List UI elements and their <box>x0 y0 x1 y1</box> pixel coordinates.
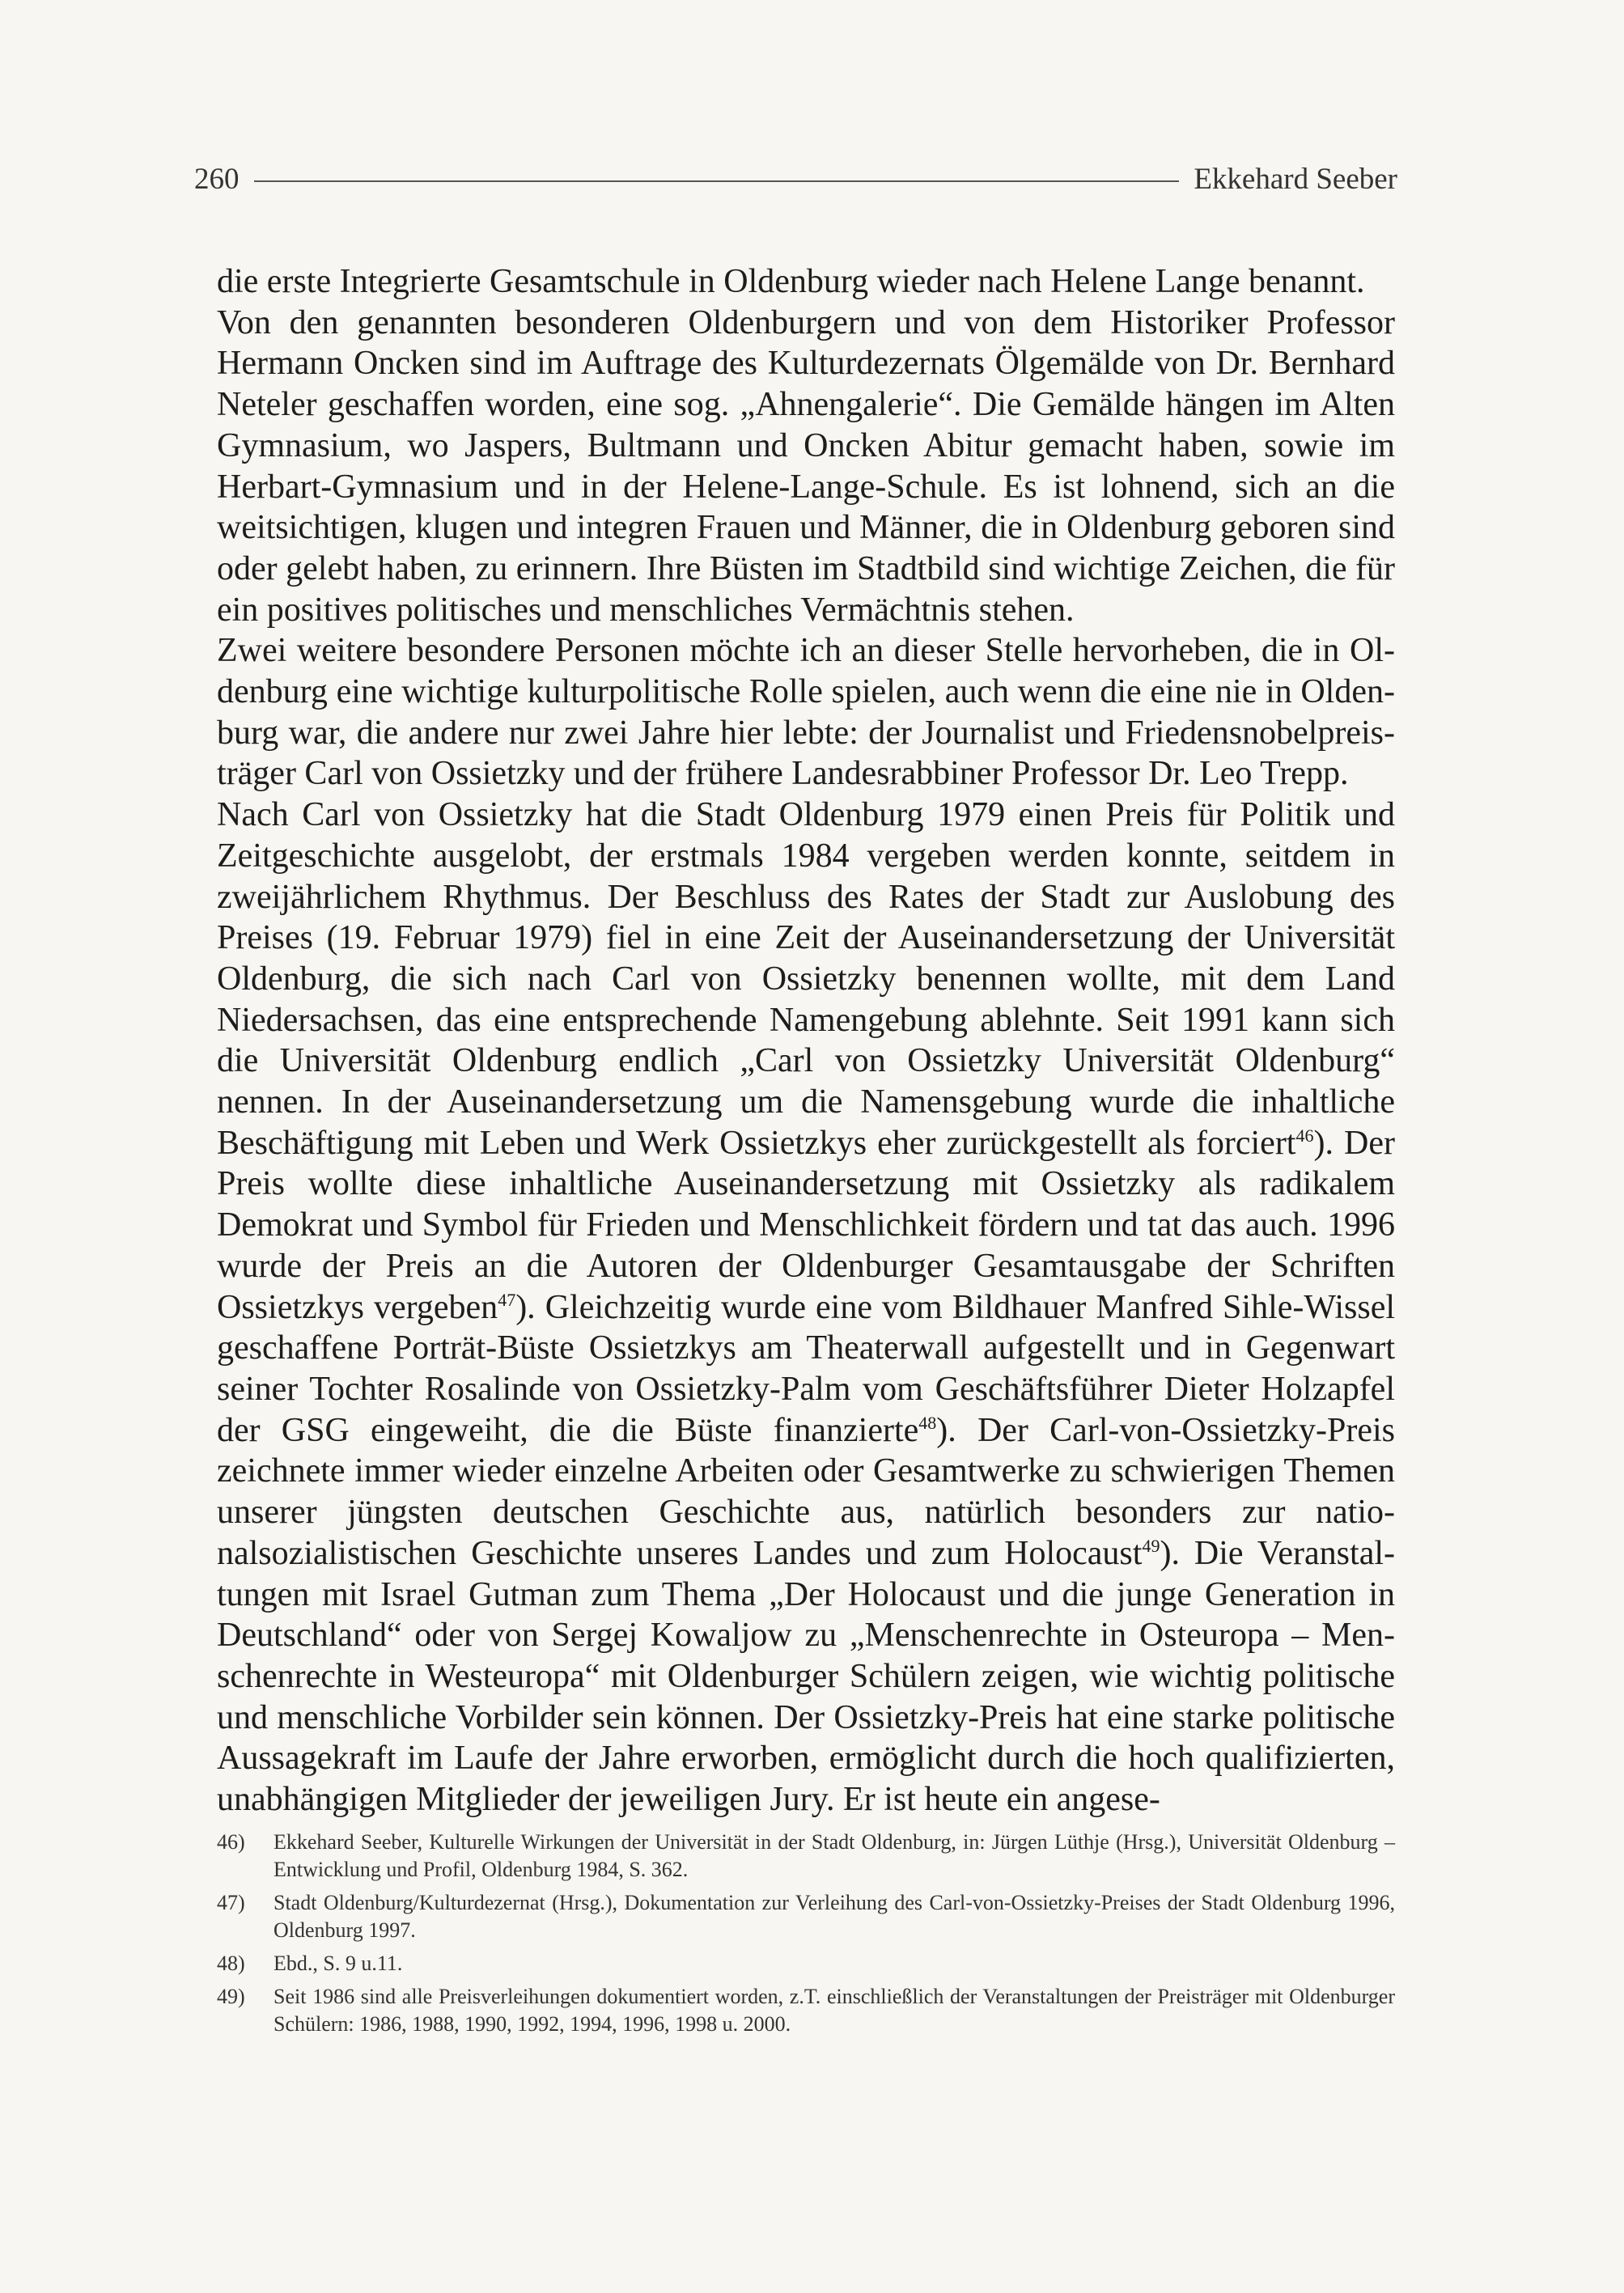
footnote-48 <box>217 1950 1395 1977</box>
footnote-46 <box>217 1829 1395 1884</box>
footnote-text: Ekkehard Seeber, Kulturelle Wirkungen der Universität in der Stadt Oldenburg, in: Jürgen Lüthje (Hrsg.), Universität Oldenburg – Entwicklung und Profil, Oldenburg 1984, S. 362. <box>273 1830 1395 1881</box>
paragraph-4-text: ). Der Carl-von-Ossietzky-Preis zeichnete immer wieder einzelne Arbeiten oder Gesamtwerke zu schwierigen Themen unserer jüngsten deutschen Geschichte aus, natürlich besonders zur nationalsozialistischen Geschichte unseres Landes und zum Holocaust <box>217 1411 1396 1572</box>
paragraph-2: Von den genannten besonderen Oldenburgern und von dem Historiker Professor Hermann Oncken sind im Auftrage des Kulturdezernats Ölgemälde von Dr. Bernhard Neteler geschaffen worden, eine sog. „Ahnengalerie“. Die Gemälde hängen im Alten Gymnasium, wo Jaspers, Bultmann und Oncken Abitur gemacht haben, sowie im Herbart-Gymnasium und in der Helene-Lange-Schule. Es ist lohnend, sich an die weitsichtigen, klugen und integren Frauen und Männer, die in Oldenburg geboren sind oder gelebt haben, zu erinnern. Ihre Büsten im Stadtbild sind wichtige Zeichen, die für ein positives politisches und menschliches Vermächtnis stehen. <box>217 303 1395 629</box>
paragraph-4-text: ). Gleichzeitig wurde eine vom Bildhauer Manfred Sihle-Wissel geschaffene Porträt-Büste Ossietzkys am Theaterwall aufgestellt und in Gegenwart seiner Tochter Rosalinde von Ossietzky-Palm vom Geschäftsführer Dieter Holzapfel der GSG eingeweiht, die die Büste finanzierte <box>217 1288 1395 1449</box>
footnote-ref-48[interactable]: 48 <box>918 1412 937 1433</box>
page-number: 260 <box>194 163 240 196</box>
footnote-number: 49) <box>217 1985 245 2008</box>
paragraph-4-text: ). Der Preis wollte diese inhaltliche Auseinandersetzung mit Ossietzky als radikalem Demokrat und Symbol für Frieden und Menschlichkeit fördern und tat das auch. 1996 wurde der Preis an die Autoren der Oldenburger Gesamtausgabe der Schriften Ossietzkys vergeben <box>217 1124 1395 1326</box>
main-text <box>217 261 1395 1820</box>
footnotes <box>217 1829 1395 2044</box>
footnote-49 <box>217 1983 1395 2038</box>
header-rule <box>254 180 1180 182</box>
footnote-ref-46[interactable]: 46 <box>1295 1125 1314 1146</box>
running-head <box>194 162 1397 197</box>
footnote-text: Seit 1986 sind alle Preisverleihungen dokumentiert worden, z.T. einschließlich der Veranstaltungen der Preisträger mit Oldenburger Schülern: 1986, 1988, 1990, 1992, 1994, 1996, 1998 u. 2000. <box>273 1985 1395 2036</box>
footnote-text: Ebd., S. 9 u.11. <box>273 1952 403 1975</box>
footnote-text: Stadt Oldenburg/Kulturdezernat (Hrsg.), Dokumentation zur Verleihung des Carl-von-Ossietzky-Preises der Stadt Oldenburg 1996, Oldenburg 1997. <box>273 1891 1395 1942</box>
footnote-ref-49[interactable]: 49 <box>1142 1535 1160 1556</box>
paragraph-1: die erste Integrierte Gesamtschule in Oldenburg wieder nach Helene Lange benannt. <box>217 263 1365 300</box>
footnote-number: 46) <box>217 1830 245 1854</box>
footnote-47 <box>217 1889 1395 1944</box>
paragraph-4-text: Nach Carl von Ossietzky hat die Stadt Oldenburg 1979 einen Preis für Politik und Zeitgeschichte ausgelobt, der erstmals 1984 vergeben werden konnte, seitdem in zweijährlichem Rhythmus. Der Beschluss des Rates der Stadt zur Auslobung des Preises (19. Februar 1979) fiel in eine Zeit der Auseinandersetzung der Universität Oldenburg, die sich nach Carl von Ossietzky benennen wollte, mit dem Land Niedersachsen, das eine entsprechende Namengebung ablehnte. Seit 1991 kann sich die Universität Oldenburg endlich „Carl von Ossietzky Universität Oldenburg“ nennen. In der Auseinandersetzung um die Namensgebung wurde die inhaltliche Beschäftigung mit Leben und Werk Ossietzkys eher zurückgestellt als forciert <box>217 796 1395 1162</box>
paragraph-3: Zwei weitere besondere Personen möchte ich an dieser Stelle hervorheben, die in Oldenburg eine wichtige kulturpolitische Rolle spielen, auch wenn die eine nie in Oldenburg war, die andere nur zwei Jahre hier lebte: der Journalist und Friedensnobelpreisträger Carl von Ossietzky und der frühere Landesrabbiner Professor Dr. Leo Trepp. <box>217 632 1395 793</box>
running-head-author: Ekkehard Seeber <box>1194 163 1397 196</box>
paragraph-4 <box>217 795 1395 1820</box>
footnote-number: 48) <box>217 1952 245 1975</box>
paragraph-4-text: ). Die Veranstaltungen mit Israel Gutman zum Thema „Der Holocaust und die junge Generation in Deutschland“ oder von Sergej Kowaljow zu „Menschenrechte in Osteuropa – Menschenrechte in Westeuropa“ mit Oldenburger Schülern zeigen, wie wichtig politische und menschliche Vorbilder sein können. Der Ossietzky-Preis hat eine starke politische Aussagekraft im Laufe der Jahre erworben, ermöglicht durch die hoch qualifizierten, unabhängigen Mitglieder der jeweiligen Jury. Er ist heute ein angese- <box>217 1534 1396 1819</box>
footnote-number: 47) <box>217 1891 245 1914</box>
footnote-ref-47[interactable]: 47 <box>498 1289 516 1310</box>
